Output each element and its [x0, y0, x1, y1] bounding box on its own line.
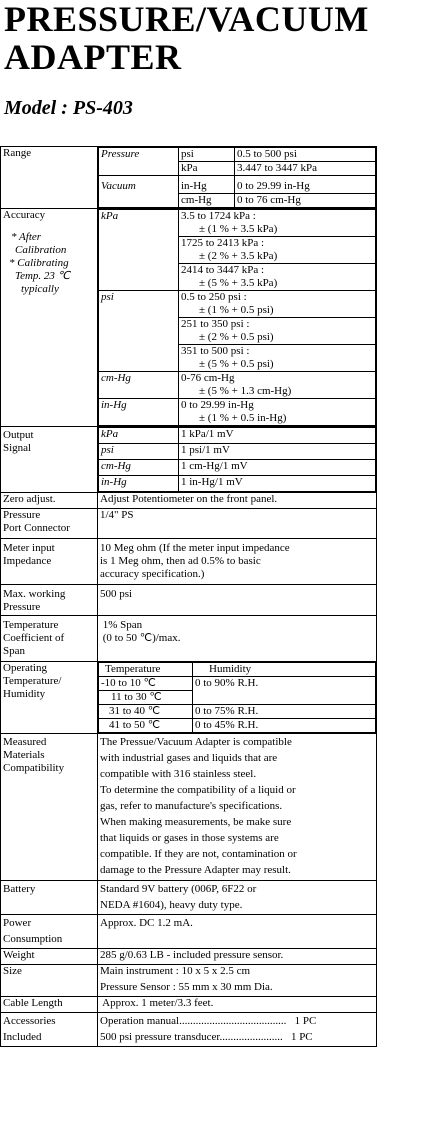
- weight-label: Weight: [1, 949, 98, 965]
- range-psi-value: 0.5 to 500 psi: [235, 148, 376, 162]
- meter-impedance-row: [1, 539, 377, 585]
- operating-temp: 11 to 30 ℃: [99, 691, 193, 705]
- battery-value: Standard 9V battery (006P, 6F22 or NEDA #1604), heavy duty type.: [98, 881, 377, 915]
- spec-table: [0, 146, 377, 1047]
- operating-temp: -10 to 10 ℃: [99, 677, 193, 691]
- operating-humidity: 0 to 75% R.H.: [193, 705, 376, 719]
- range-kpa-unit: kPa: [179, 162, 235, 176]
- output-label: Output Signal: [1, 427, 98, 493]
- materials-label: Measured Materials Compatibility: [1, 734, 98, 881]
- accessories-row: [1, 1013, 377, 1047]
- size-label: Size: [1, 965, 98, 997]
- range-row: [1, 147, 377, 209]
- range-pressure-label: Pressure: [99, 148, 179, 176]
- power-row: [1, 915, 377, 949]
- accuracy-cmhg-label: cm-Hg: [99, 372, 179, 399]
- size-value: Main instrument : 10 x 5 x 2.5 cm Pressure Sensor : 55 mm x 30 mm Dia.: [98, 965, 377, 997]
- meter-impedance-value: 10 Meg ohm (If the meter input impedance is 1 Meg ohm, then ad 0.5% to basic accuracy specification.): [98, 539, 377, 585]
- accessories-label: Accessories Included: [1, 1013, 98, 1047]
- output-unit: in-Hg: [99, 476, 179, 492]
- materials-text: The Pressue/Vacuum Adapter is compatible with industrial gases and liquids that are compatible with 316 stainless steel. To determine the compatibility of a liquid or gas, refer to manufacture's specifications. When making measurements, be make sure that liquids or gases in those systems are compatible. If they are not, contamination or damage to the Pressure Adapter may result.: [98, 734, 377, 881]
- operating-temp: 31 to 40 ℃: [99, 705, 193, 719]
- accuracy-row: [1, 209, 377, 427]
- port-label: Pressure Port Connector: [1, 509, 98, 539]
- range-cmhg-value: 0 to 76 cm-Hg: [235, 194, 376, 208]
- output-value: 1 in-Hg/1 mV: [179, 476, 376, 492]
- temp-coefficient-value: 1% Span (0 to 50 ℃)/max.: [98, 616, 377, 662]
- accuracy-kpa-band: 3.5 to 1724 kPa : ± (1 % + 3.5 kPa): [179, 210, 376, 237]
- port-value: 1/4" PS: [98, 509, 377, 539]
- output-unit: psi: [99, 444, 179, 460]
- document-title: [4, 0, 369, 76]
- meter-impedance-label: Meter input Impedance: [1, 539, 98, 585]
- battery-label: Battery: [1, 881, 98, 915]
- accuracy-kpa-label: kPa: [99, 210, 179, 291]
- output-unit: kPa: [99, 428, 179, 444]
- operating-row: [1, 662, 377, 734]
- operating-humidity: 0 to 90% R.H.: [193, 677, 376, 705]
- materials-row: [1, 734, 377, 881]
- range-psi-unit: psi: [179, 148, 235, 162]
- output-unit: cm-Hg: [99, 460, 179, 476]
- temp-coefficient-label: Temperature Coefficient of Span: [1, 616, 98, 662]
- range-kpa-value: 3.447 to 3447 kPa: [235, 162, 376, 176]
- output-value: 1 kPa/1 mV: [179, 428, 376, 444]
- power-label: Power Consumption: [1, 915, 98, 949]
- power-value: Approx. DC 1.2 mA.: [98, 915, 377, 949]
- operating-label: Operating Temperature/ Humidity: [1, 662, 98, 734]
- accuracy-psi-band: 351 to 500 psi : ± (5 % + 0.5 psi): [179, 345, 376, 372]
- accuracy-inhg-band: 0 to 29.99 in-Hg ± (1 % + 0.5 in-Hg): [179, 399, 376, 426]
- range-inhg-unit: in-Hg: [179, 176, 235, 194]
- accuracy-psi-band: 0.5 to 250 psi : ± (1 % + 0.5 psi): [179, 291, 376, 318]
- cable-value: Approx. 1 meter/3.3 feet.: [98, 997, 377, 1013]
- cable-label: Cable Length: [1, 997, 98, 1013]
- accuracy-label: Accuracy: [3, 209, 46, 221]
- accuracy-inhg-label: in-Hg: [99, 399, 179, 426]
- operating-humidity-header: Humidity: [193, 663, 376, 677]
- zero-adjust-value: Adjust Potentiometer on the front panel.: [98, 493, 377, 509]
- port-row: [1, 509, 377, 539]
- output-row: [1, 427, 377, 493]
- accuracy-psi-band: 251 to 350 psi : ± (2 % + 0.5 psi): [179, 318, 376, 345]
- title-line-1: PRESSURE/VACUUM: [4, 0, 369, 39]
- max-pressure-row: [1, 585, 377, 616]
- output-value: 1 psi/1 mV: [179, 444, 376, 460]
- operating-humidity: 0 to 45% R.H.: [193, 719, 376, 733]
- size-row: [1, 965, 377, 997]
- zero-adjust-label: Zero adjust.: [1, 493, 98, 509]
- accuracy-kpa-band: 1725 to 2413 kPa : ± (2 % + 3.5 kPa): [179, 237, 376, 264]
- range-cmhg-unit: cm-Hg: [179, 194, 235, 208]
- range-inhg-value: 0 to 29.99 in-Hg: [235, 176, 376, 194]
- zero-adjust-row: [1, 493, 377, 509]
- max-pressure-value: 500 psi: [98, 585, 377, 616]
- accuracy-cmhg-band: 0-76 cm-Hg ± (5 % + 1.3 cm-Hg): [179, 372, 376, 399]
- range-label: Range: [1, 147, 98, 209]
- operating-temp-header: Temperature: [99, 663, 193, 677]
- cable-row: [1, 997, 377, 1013]
- operating-temp: 41 to 50 ℃: [99, 719, 193, 733]
- weight-row: [1, 949, 377, 965]
- title-line-2: ADAPTER: [4, 37, 182, 77]
- weight-value: 285 g/0.63 LB - included pressure sensor.: [98, 949, 377, 965]
- accuracy-note: * After Calibration * Calibrating Temp. 23 ℃ typically: [9, 231, 71, 295]
- output-value: 1 cm-Hg/1 mV: [179, 460, 376, 476]
- temp-coefficient-row: [1, 616, 377, 662]
- accuracy-psi-label: psi: [99, 291, 179, 372]
- range-vacuum-label: Vacuum: [99, 176, 179, 208]
- accuracy-kpa-band: 2414 to 3447 kPa : ± (5 % + 3.5 kPa): [179, 264, 376, 291]
- model-number: Model : PS-403: [4, 97, 133, 119]
- battery-row: [1, 881, 377, 915]
- max-pressure-label: Max. working Pressure: [1, 585, 98, 616]
- accessories-list: Operation manual....................................... 1 PC 500 psi pressure transducer....................... 1 PC: [98, 1013, 377, 1047]
